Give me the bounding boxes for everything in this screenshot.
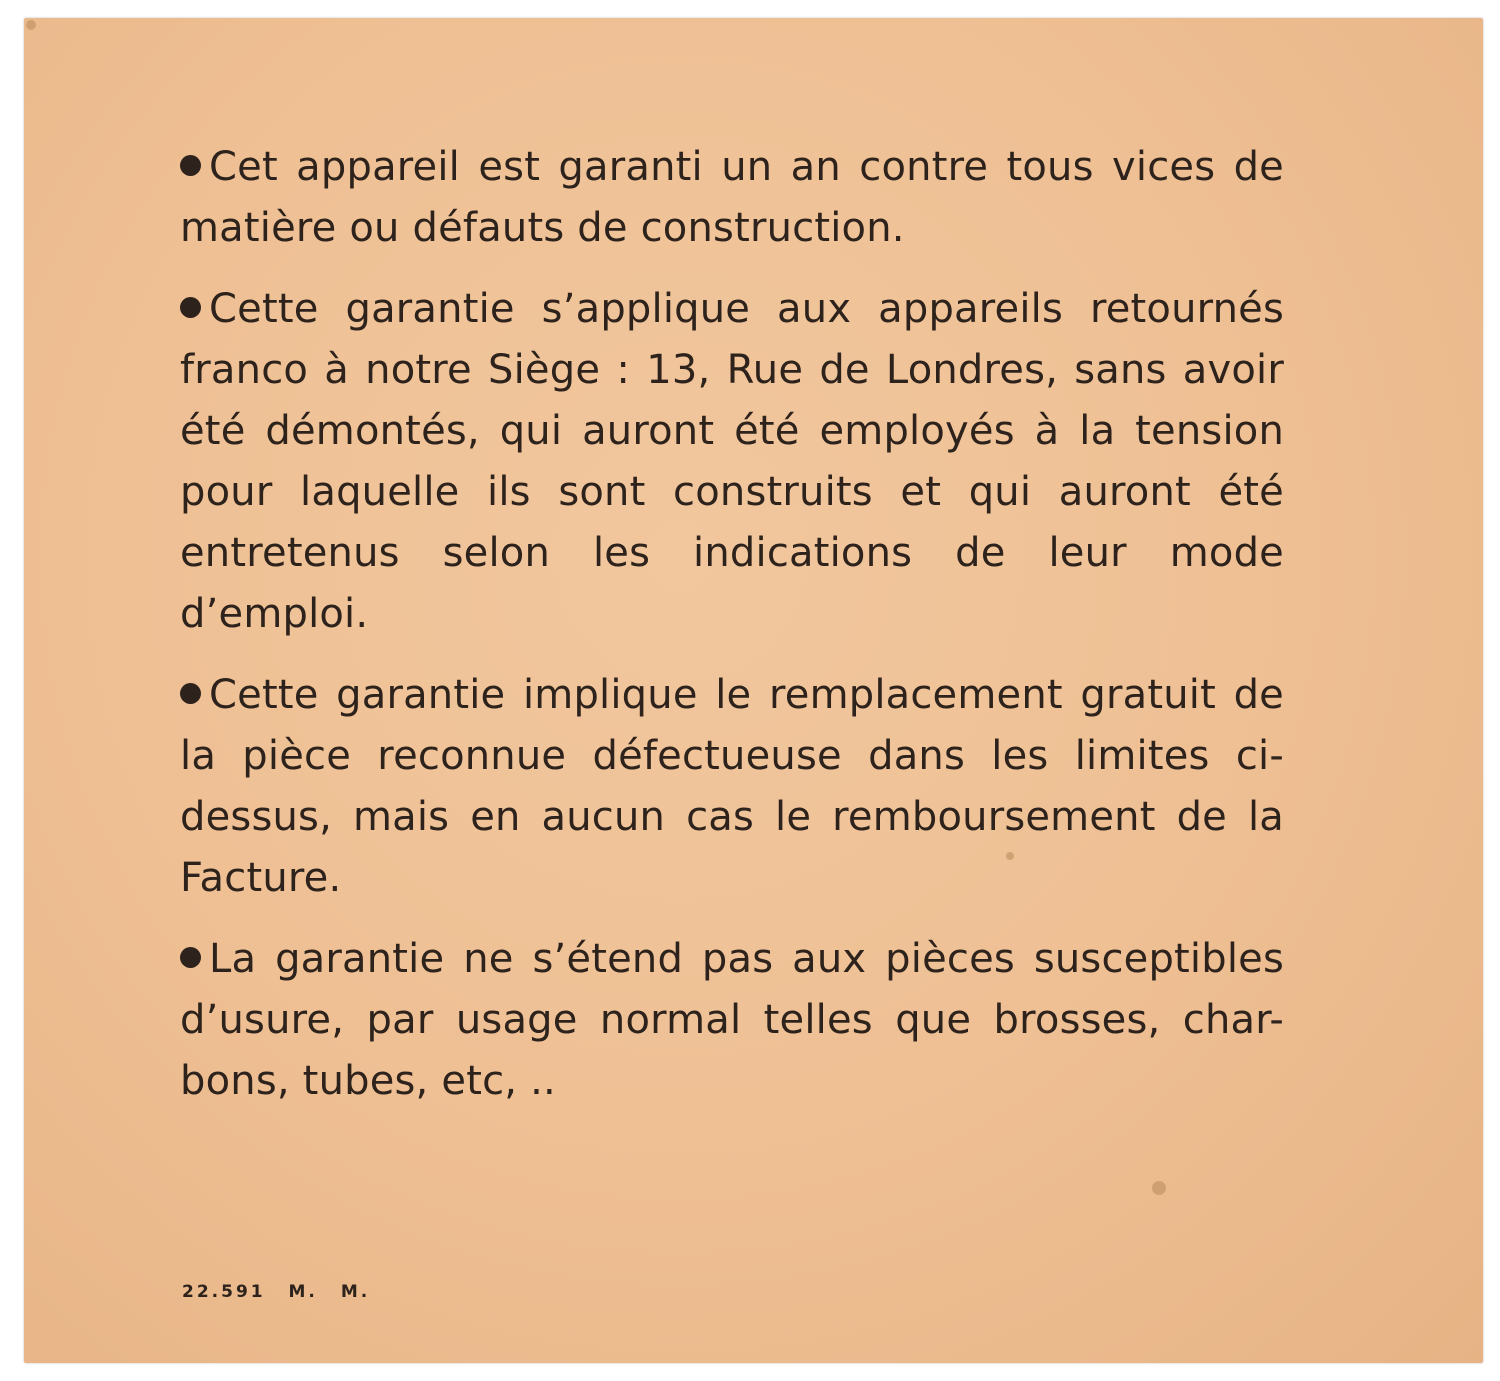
warranty-paragraph-3 (180, 665, 1284, 909)
paragraph-text: Cette garantie s’applique aux appareils retournés franco à notre Siège : 13, Rue de Londres, sans avoir été démontés, qui auront été employés à la tension pour laquelle ils sont construits et qui auront été entretenus selon les indications de leur mode d’emploi. (180, 286, 1284, 637)
paper-stain (1152, 1181, 1166, 1195)
bullet-icon (180, 155, 201, 176)
bullet-icon (180, 683, 201, 704)
paper-stain (26, 20, 36, 30)
warranty-paragraph-4 (180, 929, 1284, 1112)
warranty-text (180, 137, 1284, 1132)
paragraph-text: La garantie ne s’étend pas aux pièces susceptibles d’usure, par usage normal telles que brosses, char-bons, tubes, etc, .. (180, 936, 1284, 1104)
warranty-paragraph-2 (180, 279, 1284, 645)
bullet-icon (180, 947, 201, 968)
bullet-icon (180, 297, 201, 318)
paragraph-text: Cette garantie implique le remplacement gratuit de la pièce reconnue défectueuse dans les limites ci-dessus, mais en aucun cas le remboursement de la Facture. (180, 672, 1284, 901)
paragraph-text: Cet appareil est garanti un an contre tous vices de matière ou défauts de construction. (180, 144, 1284, 251)
warranty-paragraph-1 (180, 137, 1284, 259)
print-reference-code: 22.591 M. M. (182, 1282, 371, 1302)
